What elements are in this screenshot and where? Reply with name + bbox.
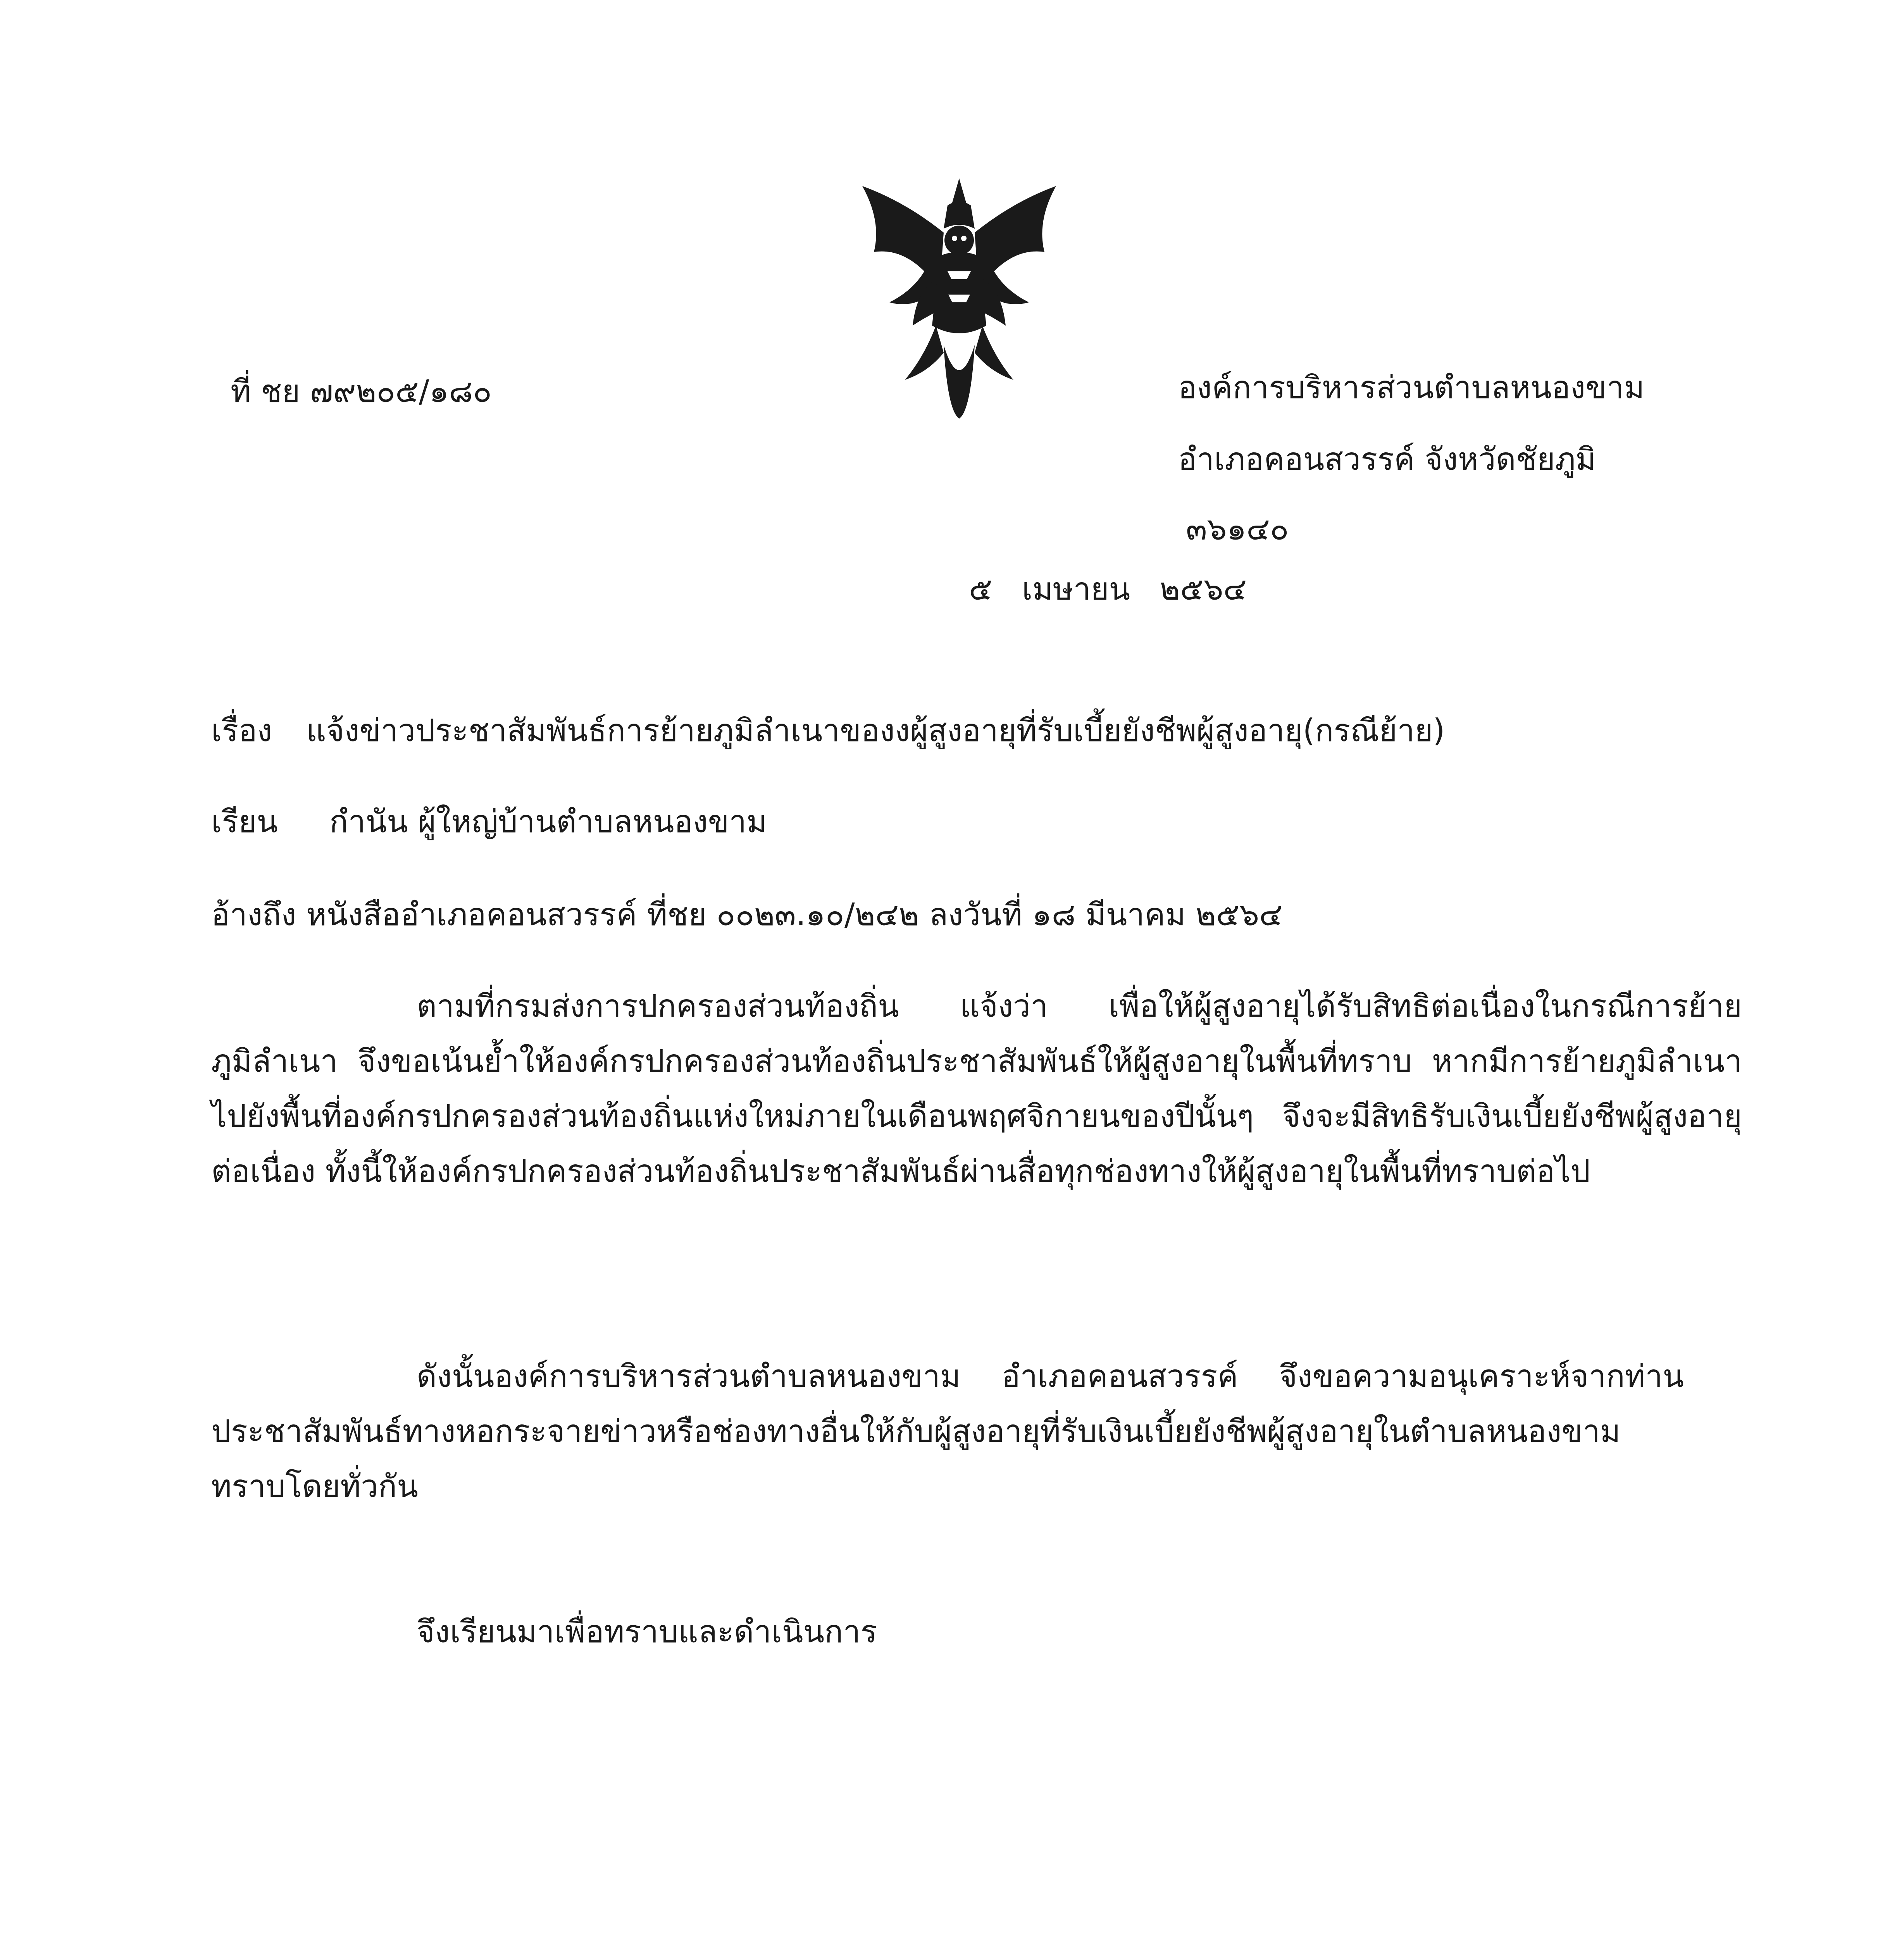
letter-date: ๕ เมษายน ๒๕๖๔ [969,571,1247,607]
body-paragraph-1-text: ตามที่กรมส่งการปกครองส่วนท้องถิ่น แจ้งว่า เพื่อให้ผู้สูงอายุได้รับสิทธิต่อเนื่องในกรณีการย้ายภูมิลำเนา จึงขอเน้นย้ำให้องค์กรปกครองส่วนท้องถิ่นประชาสัมพันธ์ให้ผู้สูงอายุในพื้นที่ทราบ หากมีการย้ายภูมิลำเนาไปยังพื้นที่องค์กรปกครองส่วนท้องถิ่นแห่งใหม่ภายในเดือนพฤศจิกายนของปีนั้นๆ จึงจะมีสิทธิรับเงินเบี้ยยังชีพผู้สูงอายุต่อเนื่อง ทั้งนี้ให้องค์กรปกครองส่วนท้องถิ่นประชาสัมพันธ์ผ่านสื่อทุกช่องทางให้ผู้สูงอายุในพื้นที่ทราบต่อไป [211,988,1742,1189]
org-address-line2: อำเภอคอนสวรรค์ จังหวัดชัยภูมิ [1178,441,1596,477]
org-postal-code: ๓๖๑๔๐ [1186,511,1289,547]
org-address-line1: องค์การบริหารส่วนตำบลหนองขาม [1178,369,1645,405]
addressee-label: เรียน [211,803,278,840]
subject-text: แจ้งข่าวประชาสัมพันธ์การย้ายภูมิลำเนาของงผู้สูงอายุที่รับเบี้ยยังชีพผู้สูงอายุ(กรณีย้าย) [306,712,1445,748]
subject-label: เรื่อง [211,712,272,748]
garuda-emblem-icon [847,163,1072,426]
addressee-text: กำนัน ผู้ใหญ่บ้านตำบลหนองขาม [329,803,767,840]
reference-line: อ้างถึง หนังสืออำเภอคอนสวรรค์ ที่ชย ๐๐๒๓.๑๐/๒๔๒ ลงวันที่ ๑๘ มีนาคม ๒๕๖๔ [211,897,1283,933]
body-paragraph-2-text: ดังนั้นองค์การบริหารส่วนตำบลหนองขาม อำเภอคอนสวรรค์ จึงขอความอนุเคราะห์จากท่านประชาสัมพันธ์ทางหอกระจายข่าวหรือช่องทางอื่นให้กับผู้สูงอายุที่รับเงินเบี้ยยังชีพผู้สูงอายุในตำบลหนองขามทราบโดยทั่วกัน [211,1358,1684,1504]
closing-request: จึงเรียนมาเพื่อทราบและดำเนินการ [417,1614,877,1650]
body-paragraph-2 [211,1349,1684,1514]
reference-number: ที่ ชย ๗๙๒๐๕/๑๘๐ [231,373,492,409]
body-paragraph-1 [211,979,1742,1199]
